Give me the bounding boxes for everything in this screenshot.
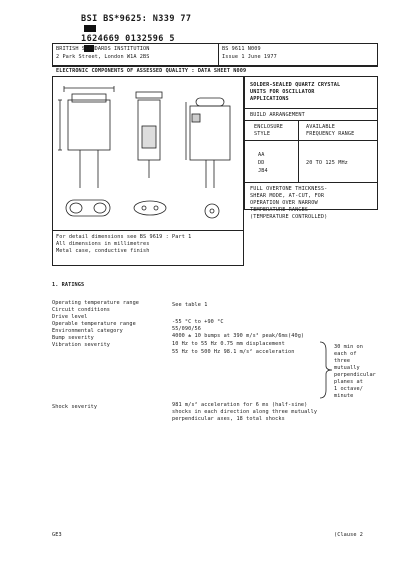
side-note-0: 30 min on xyxy=(334,344,364,350)
barcode-block xyxy=(84,25,96,32)
title-block-divider xyxy=(218,43,219,66)
product-description-3: APPLICATIONS xyxy=(250,96,289,102)
shock-value-0: 981 m/s² acceleration for 6 ms (half-sine) xyxy=(172,402,308,408)
table-header-rule xyxy=(244,140,378,141)
build-divider xyxy=(244,108,378,109)
side-note-4: perpendicular xyxy=(334,372,376,378)
product-description-1: SOLDER-SEALED QUARTZ CRYSTAL xyxy=(250,82,341,88)
enclosure-header: ENCLOSURE xyxy=(254,124,284,130)
table-top-rule xyxy=(244,120,378,121)
side-note-3: mutually xyxy=(334,365,360,371)
header-number: 1624669 0132596 5 xyxy=(81,34,175,44)
data-sheet-banner: ELECTRONIC COMPONENTS OF ASSESSED QUALITY : DATA SHEET N009 xyxy=(56,68,247,74)
mode-note-3: OPERATION OVER NARROW xyxy=(250,200,318,206)
drawing-note-units: All dimensions in millimetres xyxy=(56,241,150,247)
issue-date: Issue 1 June 1977 xyxy=(222,54,277,60)
shock-value-1: shocks in each direction along three mutually xyxy=(172,409,318,415)
front-view-aa xyxy=(58,86,114,216)
rating-label-5: Bump severity xyxy=(52,335,94,341)
table-bottom-rule xyxy=(244,182,378,183)
table-column-rule xyxy=(298,120,299,182)
product-description-2: UNITS FOR OSCILLATOR xyxy=(250,89,315,95)
shock-severity-label: Shock severity xyxy=(52,404,98,410)
style-dd: DD xyxy=(258,160,265,166)
rating-value-6: 10 Hz to 55 Hz 0.75 mm displacement xyxy=(172,341,285,347)
drawing-note-dimensions: For detail dimensions see BS 9619 : Part 1 xyxy=(56,234,192,240)
shock-value-2: perpendicular axes, 18 total shocks xyxy=(172,416,285,422)
footer-clause-ref: (Clause 2 xyxy=(334,532,364,538)
drawing-notes-divider xyxy=(52,230,244,231)
banner-divider xyxy=(52,66,378,67)
mode-note-2: SHEAR MODE, AT-CUT, FOR xyxy=(250,193,325,199)
style-header: STYLE xyxy=(254,131,271,137)
vibration-brace xyxy=(318,340,334,400)
mode-note-1: FULL OVERTONE THICKNESS- xyxy=(250,186,328,192)
mode-note-5: (TEMPERATURE CONTROLLED) xyxy=(250,214,328,220)
style-aa: AA xyxy=(258,152,265,158)
institution-address: 2 Park Street, London W1A 2BS xyxy=(56,54,150,60)
mode-note-4: TEMPERATURE RANGES xyxy=(250,207,309,213)
available-header: AVAILABLE xyxy=(306,124,336,130)
header-code: BSI BS*9625: N339 77 xyxy=(81,14,192,24)
frequency-range-value: 20 TO 125 MHz xyxy=(306,160,348,166)
front-view-dd xyxy=(186,98,230,218)
rating-value-4: 55/090/56 xyxy=(172,326,202,332)
rating-label-6: Vibration severity xyxy=(52,342,111,348)
rating-label-2: Drive level xyxy=(52,314,88,320)
side-note-1: each of xyxy=(334,351,357,357)
drawing-note-finish: Metal case, conductive finish xyxy=(56,248,150,254)
style-jb4: JB4 xyxy=(258,168,268,174)
side-note-5: planes at xyxy=(334,379,364,385)
frequency-range-header: FREQUENCY RANGE xyxy=(306,131,355,137)
rating-label-4: Environmental category xyxy=(52,328,123,334)
rating-value-0: See table 1 xyxy=(172,302,208,308)
footer-page-ref: GE3 xyxy=(52,532,62,538)
ratings-heading: 1. RATINGS xyxy=(52,282,85,288)
side-note-7: minute xyxy=(334,393,354,399)
side-view xyxy=(134,92,166,215)
crystal-outline-drawing xyxy=(52,78,244,230)
rating-label-3: Operable temperature range xyxy=(52,321,136,327)
rating-label-0: Operating temperature range xyxy=(52,300,140,306)
side-note-6: 1 octave/ xyxy=(334,386,364,392)
institution-name: BRITISH STANDARDS INSTITUTION xyxy=(56,46,150,52)
side-note-2: three xyxy=(334,358,351,364)
document-number: BS 9611 N009 xyxy=(222,46,261,52)
build-arrangement-label: BUILD ARRANGEMENT xyxy=(250,112,305,118)
rating-label-1: Circuit conditions xyxy=(52,307,111,313)
rating-value-3: -55 °C to +90 °C xyxy=(172,319,224,325)
rating-value-7: 55 Hz to 500 Hz 98.1 m/s² acceleration xyxy=(172,349,295,355)
rating-value-5: 4000 ± 10 bumps at 390 m/s² peak/6ms(40g) xyxy=(172,333,305,339)
